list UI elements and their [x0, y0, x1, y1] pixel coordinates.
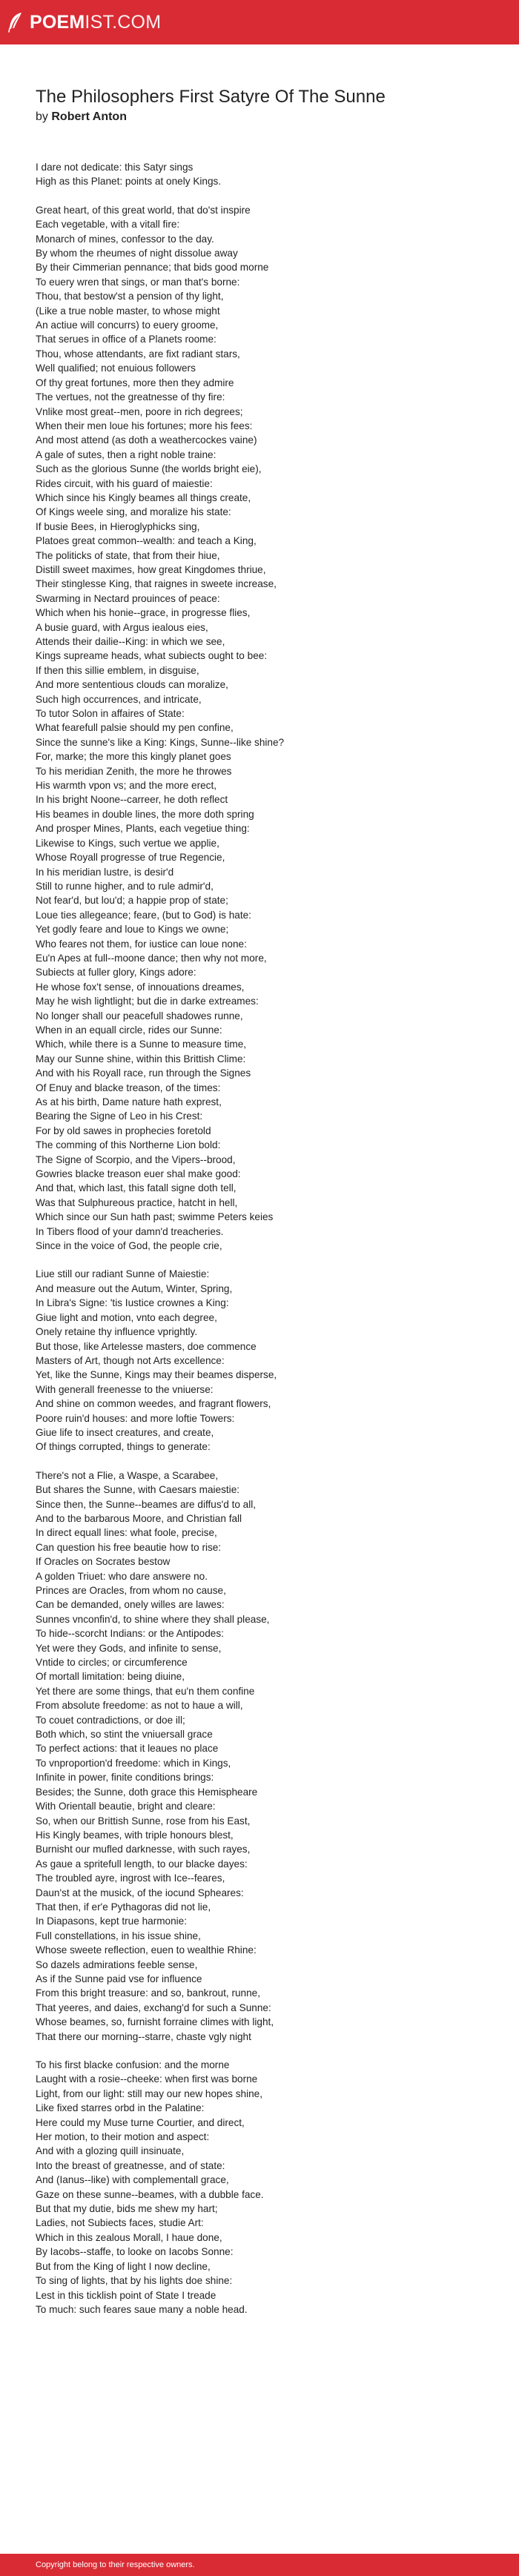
site-header — [0, 0, 519, 44]
site-name-light: IST.COM — [85, 12, 162, 33]
poem-line: And with a glozing quill insinuate, — [36, 2145, 185, 2157]
feather-quill-icon — [7, 12, 24, 33]
poem-line: And with his Royall race, run through the Signes — [36, 1067, 251, 1079]
poem-line: Into the breast of greatnesse, and of state: — [36, 2159, 225, 2171]
poem-line: I dare not dedicate: this Satyr sings — [36, 162, 194, 173]
poem-line: No longer shall our peacefull shadowes runne, — [36, 1010, 243, 1022]
poem-line: Can be demanded, onely willes are lawes: — [36, 1599, 225, 1611]
poem-line: Giue life to insect creatures, and create, — [36, 1426, 214, 1438]
poem-line: To much: such feares saue many a noble head. — [36, 2303, 248, 2315]
poem-line: Of things corrupted, things to generate: — [36, 1441, 211, 1453]
poem-body — [36, 160, 480, 2331]
poem-line: For by old sawes in prophecies foretold — [36, 1125, 211, 1136]
poem-line: In Diapasons, kept true harmonie: — [36, 1916, 188, 1927]
poem-line: And prosper Mines, Plants, each vegetiue thing: — [36, 823, 250, 835]
poem-line: By Iacobs--staffe, to looke on Iacobs Sonne: — [36, 2246, 234, 2258]
poem-title: The Philosophers First Satyre Of The Sunne — [36, 87, 386, 107]
poem-line: In Libra's Signe: 'tis Iustice crownes a King: — [36, 1297, 229, 1309]
poem-line: If then this sillie emblem, in disguise, — [36, 664, 199, 676]
poem-line: Not fear'd, but lou'd; a happie prop of state; — [36, 895, 228, 907]
poem-line: Gowries blacke treason euer shal make good: — [36, 1168, 241, 1180]
poem-line: Still to runne higher, and to rule admir'd, — [36, 880, 214, 892]
poem-line: Since in the voice of God, the people crie, — [36, 1240, 222, 1252]
poem-line: Each vegetable, with a vitall fire: — [36, 219, 180, 231]
poem-line: To his meridian Zenith, the more he throwes — [36, 765, 232, 777]
poem-line: Which, while there is a Sunne to measure time, — [36, 1039, 247, 1050]
poem-line: Which since his Kingly beames all things create, — [36, 491, 251, 503]
poem-line: Sunnes vnconfin'd, to shine where they shall please, — [36, 1613, 270, 1625]
poem-line: (Like a true noble master, to whose might — [36, 305, 220, 317]
poem-line: By whom the rheumes of night dissolue away — [36, 248, 238, 259]
poem-line: Liue still our radiant Sunne of Maiestie: — [36, 1268, 210, 1280]
poem-line: His warmth vpon vs; and the more erect, — [36, 780, 217, 792]
poem-line: And most attend (as doth a weathercockes vaine) — [36, 434, 257, 446]
poem-line: Distill sweet maximes, how great Kingdomes thriue, — [36, 563, 266, 575]
poem-line: Swarming in Nectard prouinces of peace: — [36, 592, 220, 604]
poem-line: Like fixed starres orbd in the Palatine: — [36, 2102, 205, 2114]
poem-line: From absolute freedome: as not to haue a will, — [36, 1700, 243, 1712]
poem-line: Whose Royall progresse of true Regencie, — [36, 852, 225, 864]
poem-line: Likewise to Kings, such vertue we applie, — [36, 837, 219, 849]
poem-line: By their Cimmerian pennance; that bids good morne — [36, 262, 269, 274]
poem-line: As if the Sunne paid vse for influence — [36, 1973, 202, 1984]
author-link[interactable]: Robert Anton — [51, 110, 127, 123]
poem-line: That there our morning--starre, chaste vgly night — [36, 2030, 251, 2042]
poem-line: Well qualified; not enuious followers — [36, 362, 196, 374]
poem-line: Light, from our light: still may our new hopes shine, — [36, 2087, 263, 2099]
poem-line: An actiue will concurrs) to euery groome, — [36, 319, 219, 331]
poem-line: Besides; the Sunne, doth grace this Hemispheare — [36, 1786, 258, 1798]
poem-line: And more sententious clouds can moralize, — [36, 679, 228, 691]
poem-line: Lest in this ticklish point of State I treade — [36, 2289, 216, 2301]
poem-line: Of mortall limitation: being diuine, — [36, 1671, 185, 1683]
poem-line: With Orientall beautie, bright and cleare: — [36, 1801, 216, 1812]
byline-label: by — [36, 110, 48, 123]
poem-line: Such as the glorious Sunne (the worlds bright eie), — [36, 463, 262, 475]
poem-line: Was that Sulphureous practice, hatcht in hell, — [36, 1196, 238, 1208]
poem-line: When their men loue his fortunes; more his fees: — [36, 420, 253, 431]
poem-line: Which when his honie--grace, in progresse flies, — [36, 607, 251, 619]
poem-line: To hide--scorcht Indians: or the Antipodes: — [36, 1628, 224, 1640]
poem-line: As at his birth, Dame nature hath exprest, — [36, 1096, 222, 1107]
poem-line: Of Kings weele sing, and moralize his state: — [36, 506, 231, 518]
poem-stanza — [36, 160, 480, 189]
poem-line: From this bright treasure: and so, bankrout, runne, — [36, 1987, 260, 1999]
poem-line: Yet godly feare and loue to Kings we owne; — [36, 924, 229, 936]
poem-line: Since then, the Sunne--beames are diffus'd to all, — [36, 1498, 257, 1510]
poem-line: Thou, whose attendants, are fixt radiant stars, — [36, 348, 240, 360]
poem-line: And (Ianus--like) with complementall grace, — [36, 2174, 229, 2186]
poem-line: To sing of lights, that by his lights doe shine: — [36, 2275, 233, 2287]
poem-stanza — [36, 203, 480, 1254]
site-name — [30, 10, 161, 34]
poem-line: But those, like Artelesse masters, doe commence — [36, 1340, 257, 1352]
poem-line: Of thy great fortunes, more then they admire — [36, 377, 234, 388]
poem-line: In his bright Noone--carreer, he doth reflect — [36, 794, 228, 806]
poem-line: Great heart, of this great world, that do'st inspire — [36, 204, 251, 216]
poem-line: Yet, like the Sunne, Kings may their beames disperse, — [36, 1369, 277, 1381]
poem-line: Yet were they Gods, and infinite to sense, — [36, 1642, 222, 1654]
poem-line: A gale of sutes, then a right noble traine: — [36, 448, 216, 460]
poem-line: The politicks of state, that from their hiue, — [36, 549, 220, 561]
poem-line: Masters of Art, though not Arts excellence: — [36, 1354, 225, 1366]
poem-line: Eu'n Apes at full--moone dance; then why not more, — [36, 952, 267, 964]
poem-line: Kings supreame heads, what subiects ought to bee: — [36, 650, 268, 662]
site-name-strong: POEM — [30, 12, 85, 33]
poem-line: So, when our Brittish Sunne, rose from his East, — [36, 1815, 251, 1827]
poem-line: Onely retaine thy influence vprightly. — [36, 1326, 198, 1338]
poem-line: Her motion, to their motion and aspect: — [36, 2131, 210, 2143]
poem-line: Who feares not them, for iustice can loue none: — [36, 938, 247, 950]
poem-line: Both which, so stint the vniuersall grace — [36, 1729, 213, 1741]
poem-line: To perfect actions: that it leaues no place — [36, 1743, 219, 1755]
poem-line: Princes are Oracles, from whom no cause, — [36, 1585, 226, 1596]
poem-line: If Oracles on Socrates bestow — [36, 1556, 171, 1568]
poem-line: Infinite in power, finite conditions brings: — [36, 1772, 214, 1784]
poem-line: Bearing the Signe of Leo in his Crest: — [36, 1110, 203, 1122]
poem-line: May he wish lightlight; but die in darke extreames: — [36, 996, 259, 1007]
poem-line: Full constellations, in his issue shine, — [36, 1930, 201, 1941]
poem-line: A golden Triuet: who dare answere no. — [36, 1570, 208, 1582]
poem-line: And that, which last, this fatall signe doth tell, — [36, 1182, 237, 1194]
poem-line: He whose fox't sense, of innouations dreames, — [36, 981, 245, 993]
poem-line: With generall freenesse to the vniuerse: — [36, 1383, 214, 1395]
poem-line: To couet contradictions, or doe ill; — [36, 1714, 185, 1726]
poem-line: Burnisht our mufled darknesse, with such rayes, — [36, 1844, 251, 1855]
poem-line: High as this Planet: points at onely Kings. — [36, 176, 222, 188]
poem-line: Ladies, not Subiects faces, studie Art: — [36, 2217, 204, 2229]
poem-line: And shine on common weedes, and fragrant flowers, — [36, 1398, 271, 1410]
poem-line: Loue ties allegeance; feare, (but to God) is hate: — [36, 909, 251, 921]
poem-line: The vertues, not the greatnesse of thy fire: — [36, 391, 225, 403]
poem-stanza — [36, 1469, 480, 2044]
poem-line: The comming of this Northerne Lion bold: — [36, 1139, 221, 1151]
poem-line: There's not a Flie, a Waspe, a Scarabee, — [36, 1469, 219, 1481]
poem-line: That yeeres, and daies, exchang'd for such a Sunne: — [36, 2001, 271, 2013]
poem-line: To his first blacke confusion: and the morne — [36, 2059, 230, 2070]
poem-line: Monarch of mines, confessor to the day. — [36, 233, 214, 245]
poem-line: To euery wren that sings, or man that's borne: — [36, 276, 240, 288]
poem-line: That serues in office of a Planets roome: — [36, 334, 216, 345]
poem-line: Gaze on these sunne--beames, with a dubble face. — [36, 2188, 264, 2200]
poem-line: Platoes great common--wealth: and teach a King, — [36, 535, 257, 547]
poem-line: Vnlike most great--men, poore in rich degrees; — [36, 405, 243, 417]
poem-line: In Tibers flood of your damn'd treacheries. — [36, 1225, 224, 1237]
poem-line: Which since our Sun hath past; swimme Peters keies — [36, 1211, 274, 1223]
poem-line: Whose sweete reflection, euen to wealthie Rhine: — [36, 1944, 257, 1956]
poem-line: Here could my Muse turne Courtier, and direct, — [36, 2116, 245, 2128]
poem-line: May our Sunne shine, within this Brittish Clime: — [36, 1053, 246, 1064]
poem-line: For, marke; the more this kingly planet goes — [36, 751, 231, 763]
poem-line: His beames in double lines, the more doth spring — [36, 808, 254, 820]
poem-line: As gaue a spritefull length, to our blacke dayes: — [36, 1858, 248, 1870]
poem-stanza — [36, 1267, 480, 1454]
poem-line: His Kingly beames, with triple honours blest, — [36, 1829, 234, 1841]
poem-line: What fearefull palsie should my pen confine, — [36, 722, 234, 734]
poem-header — [36, 86, 480, 125]
poem-line: When in an equall circle, rides our Sunne: — [36, 1024, 222, 1036]
poem-line: Such high occurrences, and intricate, — [36, 693, 202, 705]
poem-line: Which in this zealous Morall, I haue done, — [36, 2231, 222, 2243]
poem-line: So dazels admirations feeble sense, — [36, 1959, 198, 1970]
poem-line: That then, if er'e Pythagoras did not lie, — [36, 1901, 211, 1913]
poem-line: Daun'st at the musick, of the iocund Spheares: — [36, 1887, 244, 1898]
poem-line: To vnproportion'd freedome: which in Kings, — [36, 1757, 231, 1769]
poem-line: A busie guard, with Argus iealous eies, — [36, 621, 208, 633]
poem-line: But shares the Sunne, with Caesars maiestie: — [36, 1484, 240, 1496]
poem-line: If busie Bees, in Hieroglyphicks sing, — [36, 520, 200, 532]
poem-line: Giue light and motion, vnto each degree, — [36, 1311, 217, 1323]
poem-line: Laught with a rosie--cheeke: when first was borne — [36, 2073, 258, 2085]
site-footer — [0, 2554, 519, 2576]
poem-line: Thou, that bestow'st a pension of thy light, — [36, 291, 224, 302]
poem-line: Rides circuit, with his guard of maiestie: — [36, 477, 213, 489]
poem-line: Yet there are some things, that eu'n them confine — [36, 1685, 255, 1697]
poem-line: But that my dutie, bids me shew my hart; — [36, 2203, 218, 2215]
poem-line: Whose beames, so, furnisht forraine climes with light, — [36, 2016, 274, 2028]
poem-line: Their stinglesse King, that raignes in sweete increase, — [36, 578, 277, 590]
poem-line: Can question his free beautie how to rise: — [36, 1541, 222, 1553]
poem-line: In direct equall lines: what foole, precise, — [36, 1527, 217, 1539]
poem-line: Since the sunne's like a King: Kings, Sunne--like shine? — [36, 736, 285, 748]
poem-line: Of Enuy and blacke treason, of the times: — [36, 1082, 221, 1093]
site-logo[interactable] — [7, 10, 161, 34]
copyright-notice: Copyright belong to their respective owners. — [36, 2560, 195, 2569]
poem-byline — [36, 110, 480, 125]
poem-line: And to the barbarous Moore, and Christian fall — [36, 1512, 242, 1524]
poem-line: To tutor Solon in affaires of State: — [36, 708, 185, 720]
poem-line: Attends their dailie--King: in which we see, — [36, 636, 225, 647]
poem-line: And measure out the Autum, Winter, Spring, — [36, 1282, 233, 1294]
poem-line: The Signe of Scorpio, and the Vipers--brood, — [36, 1153, 236, 1165]
poem-line: But from the King of light I now decline, — [36, 2260, 211, 2272]
poem-line: The troubled ayre, ingrost with Ice--feares, — [36, 1873, 225, 1884]
poem-line: Vntide to circles; or circumference — [36, 1657, 188, 1669]
poem-line: Subiects at fuller glory, Kings adore: — [36, 967, 196, 979]
poem-stanza — [36, 2058, 480, 2317]
poem-line: In his meridian lustre, is desir'd — [36, 866, 174, 878]
poem-line: Poore ruin'd houses: and more loftie Towers: — [36, 1412, 235, 1424]
